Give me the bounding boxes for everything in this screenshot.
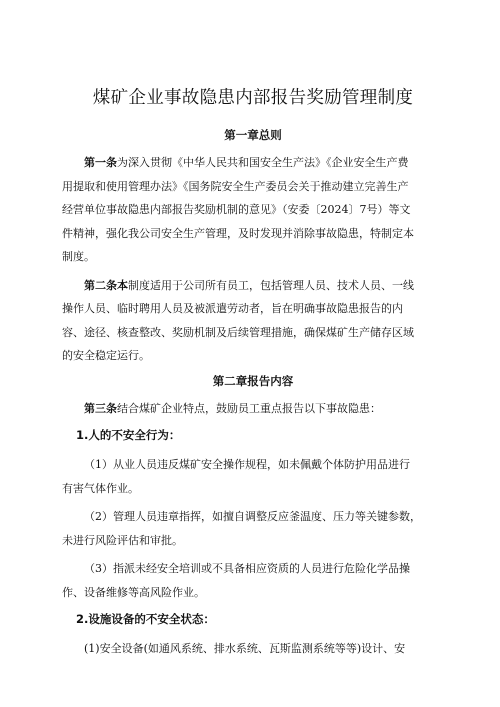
item-2-line-1: （2）管理人员违章指挥，如擅自调整反应釜温度、压力等关键参数， xyxy=(84,510,421,523)
article-1-label: 第一条 xyxy=(84,156,117,169)
item-1-line-1: （1）从业人员违反煤矿安全操作规程，如未佩戴个体防护用品进行 xyxy=(84,458,410,471)
article-2-line-3: 容、途径、核查整改、奖励机制及后续管理措施，确保煤矿生产储存区域 xyxy=(62,325,414,339)
list-item xyxy=(62,637,444,661)
item-4-line-1: (1)安全设备(如通风系统、排水系统、瓦斯监测系统等等)设计、安 xyxy=(84,642,406,655)
section-heading-unsafe-equipment: 2.设施设备的不安全状态： xyxy=(76,612,215,626)
article-3 xyxy=(62,397,444,421)
article-2-line-4: 的安全稳定运行。 xyxy=(62,349,150,362)
article-3-label: 第三条 xyxy=(84,401,117,415)
list-item xyxy=(62,505,444,552)
article-2-line-1: 第二条本制度适用于公司所有员工，包括管理人员、技术人员、一线 xyxy=(84,278,414,292)
article-2 xyxy=(62,274,444,368)
section-heading-unsafe-behavior: 1.人的不安全行为： xyxy=(76,428,181,442)
chapter-heading-1: 第一章总则 xyxy=(224,128,282,142)
list-item xyxy=(62,453,444,500)
article-1-line-2: 用提取和使用管理办法》《国务院安全生产委员会关于推动建立完善生产 xyxy=(62,179,409,193)
item-3-line-2: 作、设备维修等高风险作业。 xyxy=(62,585,205,599)
article-1-line-4: 件精神，强化我公司安全生产管理，及时发现并消除事故隐患，特制定本 xyxy=(62,226,414,240)
article-1-line-5: 制度。 xyxy=(62,250,95,263)
document-title: 煤矿企业事故隐患内部报告奖励管理制度 xyxy=(92,88,414,108)
article-1-line-3: 经营单位事故隐患内部报告奖励机制的意见》（安委〔2024〕7号）等文 xyxy=(62,203,411,216)
item-3-line-1: （3）指派未经安全培训或不具备相应资质的人员进行危险化学品操 xyxy=(84,562,410,575)
item-1-line-2: 有害气体作业。 xyxy=(62,481,139,495)
list-item xyxy=(62,557,444,604)
item-2-line-2: 未进行风险评估和审批。 xyxy=(62,533,183,547)
article-3-line-1: 第三条结合煤矿企业特点，鼓励员工重点报告以下事故隐患： xyxy=(84,401,381,415)
chapter-heading-2: 第二章报告内容 xyxy=(212,373,294,388)
article-1-line-1: 第一条为深入贯彻《中华人民共和国安全生产法》《企业安全生产费 xyxy=(84,156,409,169)
article-1 xyxy=(62,151,444,269)
article-2-label: 第二条本 xyxy=(84,278,128,292)
article-2-line-2: 操作人员、临时聘用人员及被派遣劳动者，旨在明确事故隐患报告的内 xyxy=(62,302,403,315)
